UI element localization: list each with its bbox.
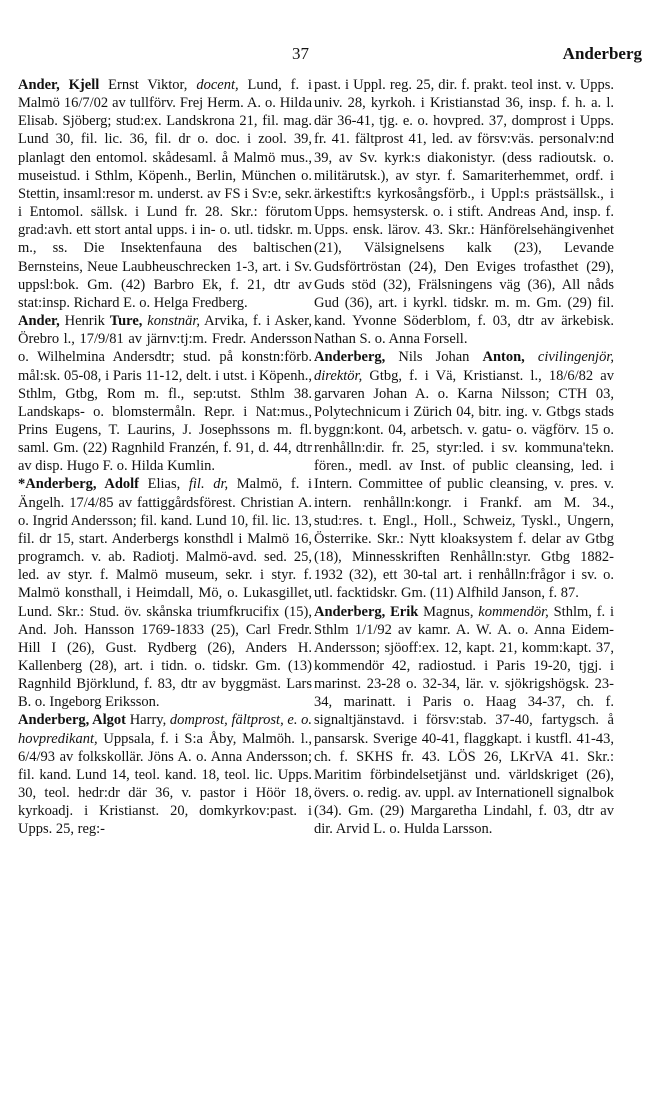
- entry-headword: Ander,: [18, 313, 60, 330]
- entry-body: Gtbg, f. i Vä, Kristianst. l., 18/6/82 av garvaren Johan A. o. Karna Nilsson; CTH 03, Polytechnicum i Zürich 04, bitr. ing. v. Gtbgs stads byggn:kont. 04, arbetsch. v. gatu- o. vägförv. 15 o. renhålln:dir. fr. 25, styr:led. i sv. kommuna'tekn. fören., medl. av Inst. of public cleansing, led. i Intern. Committee of public cleansing, v. pres. v. intern. renhålln:kongr. i Frankf. am M. 34., stud:res. t. Engl., Holl., Schweiz, Tyskl., Ungern, Österrike. Skr.: Nytt kloaksystem f. delar av Gtbg (18), Minnesskriften Renhålln:styr. Gtbg 1882-1932 (32), ett 30-tal art. i renhålln:frågor i sv. o. utl. facktidskr. Gm. (11) Alfhild Janson, f. 87.: [314, 367, 614, 602]
- entry-forenames: Ernst Viktor,: [108, 77, 197, 93]
- entry-forenames: Henrik: [59, 313, 110, 330]
- entry-headword-given: Ture,: [109, 313, 143, 330]
- running-head: Anderberg: [562, 44, 642, 63]
- entry-anderberg-anton: [314, 348, 614, 602]
- entry-body: Arvika, f. i Asker, Örebro l., 17/9/81 av järnv:tj:m. Fredr. Andersson o. Wilhelmina Andersdtr; stud. på konstn:förb. mål:sk. 05-08, i Paris 11-12, delt. i utst. i Köpenh., Sthlm, Gtbg, Rom m. fl., sep:utst. Sthlm 38. Landskaps- o. blomstermåln. Repr. i Nat:mus., Prins Eugens, T. Laurins, J. Josephssons m. fl. saml. Gm. (22) Ragnhild Franzén, f. 91, d. 44, dtr av disp. Hugo F. o. Hilda Kumlin.: [18, 313, 312, 475]
- entry-role: domprost, fältprost, e. o. hovpredikant,: [18, 712, 313, 747]
- entry-forenames: Harry,: [126, 712, 170, 729]
- entry-anderberg-adolf: [18, 475, 312, 711]
- entry-headword-given: Anton,: [482, 349, 525, 366]
- entry-headword: Anderberg,: [314, 349, 386, 366]
- entry-role: civilingenjör, direktör,: [314, 349, 614, 384]
- page-header: [0, 44, 664, 68]
- entry-body: Uppsala, f. i S:a Åby, Malmöh. l., 6/4/93 av folkskollär. Jöns A. o. Anna Andersson; fil. kand. Lund 14, teol. kand. 18, teol. lic. Upps. 30, teol. hedr:dr där 36, v. pastor i Höör 18, kyrkoadj. i Kristianst. 20, domkyrkov:past. i Upps. 25, reg:-: [18, 730, 312, 838]
- entry-role: konstnär,: [142, 313, 201, 330]
- entry-ander-ture: [18, 312, 312, 475]
- entry-ander-kjell: [18, 76, 312, 312]
- left-column: [18, 76, 312, 839]
- entry-headword: Anderberg, Algot: [18, 712, 127, 729]
- entry-headword: Ander, Kjell: [18, 77, 100, 93]
- right-column: [314, 76, 614, 839]
- entry-role: fil. dr,: [188, 476, 229, 493]
- entry-body: Sthlm, f. i Sthlm 1/1/92 av kamr. A. W. A. o. Anna Eidem-Andersson; sjöoff:ex. 12, kapt. 21, komm:kapt. 37, kommendör 42, radiostud. i Paris 19-20, tjgj. i marinst. 23-28 o. 32-34, lär. v. sjökrigshögsk. 23-34, marinatt. i Paris o. Haag 34-37, ch. f. signaltjänstavd. i försv:stab. 37-40, fartygsch. å pansarsk. Sverige 40-41, flaggkapt. i kustfl. 41-43, ch. f. SKHS fr. 43. LÖS 26, LKrVA 41. Skr.: Maritim förbindelsetjänst und. världskriget (26), övers. o. redig. av. uppl. av Internationell signalbok (34). Gm. (29) Margaretha Lindahl, f. 03, dtr av dir. Arvid L. o. Hulda Larsson.: [314, 603, 614, 838]
- entry-role: kommendör,: [478, 603, 549, 620]
- page-number: 37: [292, 44, 309, 63]
- entry-forenames: Magnus,: [418, 603, 479, 620]
- entry-body: Malmö, f. i Ängelh. 17/4/85 av fattiggårdsförest. Christian A. o. Ingrid Andersson; fil. kand. Lund 10, fil. lic. 13, fil. dr 15, start. Anderbergs konsthdl i Malmö 16, programch. v. ab. Radiotj. Malmö-avd. sed. 25, led. av styr. f. Malmö museum, sekr. i styr. f. Malmö konsthall, i Heimdall, Mö, o. Lukasgillet, Lund. Skr.: Stud. öv. skånska triumfkrucifix (15), And. Joh. Hansson 1769-1833 (25), Carl Fredr. Hill I (26), Gust. Rydberg (26), Anders H. Kallenberg (28), art. i tidn. o. tidskr. Gm. (13) Ragnhild Björklund, f. 83, dtr av byggmäst. Lars B. o. Ingeborg Eriksson.: [18, 476, 312, 711]
- entry-continuation: past. i Uppl. reg. 25, dir. f. prakt. teol inst. v. Upps. univ. 28, kyrkoh. i Kristianstad 36, insp. f. h. a. l. där 36-41, tjg. e. o. hovpred. 37, domprost i Upps. fr. 41. fältprost 41, led. av försv:väs. personalv:nd 39, av Sv. kyrk:s diakonistyr. (dess radioutsk. o. militärutsk.), av styr. f. Samariterhemmet, ordf. i ärkestift:s kyrkosångsförb., i Uppl:s prästsällsk., i Upps. hemsystersk. o. i stift. Andreas And, insp. f. Upps. ensk. lärov. 43. Skr.: Hänförelsehängivenhet (21), Välsignelsens kalk (23), Levande Gudsförtröstan (24), Den Eviges trofasthet (29), Guds stöd (32), Frälsningens väg (36), All nåds Gud (36), art. i kyrkl. tidskr. m. m. Gm. (29) fil. kand. Yvonne Söderblom, f. 03, dtr av ärkebisk. Nathan S. o. Anna Forsell.: [314, 77, 614, 348]
- entry-anderberg-erik: [314, 603, 614, 839]
- entry-headword: Anderberg, Erik: [314, 603, 419, 620]
- entry-body: Lund, f. i Malmö 16/7/02 av tullförv. Frej Herm. A. o. Hilda Elisab. Sjöberg; stud:ex. Landskrona 21, fil. mag. Lund 30, fil. lic. 36, fil. dr o. doc. i zool. 39, planlagt den entomol. skådesaml. å Malmö mus., museistud. i Sthlm, Köpenh., Berlin, München o. Stettin, insaml:resor m. underst. av FS i Sv:e, sekr. i Entomol. sällsk. i Lund fr. 28. Skr.: förutom grad:avh. ett stort antal upps. i in- o. utl. tidskr. m. m., ss. Die Insektenfauna des baltischen Bernsteins, Neue Laubheuschrecken 1-3, art. i Sv. uppsl:bok. Gm. (42) Barbro Ek, f. 21, dtr av stat:insp. Richard E. o. Helga Fredberg.: [18, 77, 312, 311]
- entry-headword: *Anderberg, Adolf: [18, 476, 139, 493]
- entry-role: docent,: [196, 77, 239, 93]
- entry-forenames: Elias,: [139, 476, 189, 493]
- entry-anderberg-algot: [18, 711, 312, 838]
- entry-forenames: Nils Johan: [385, 349, 483, 366]
